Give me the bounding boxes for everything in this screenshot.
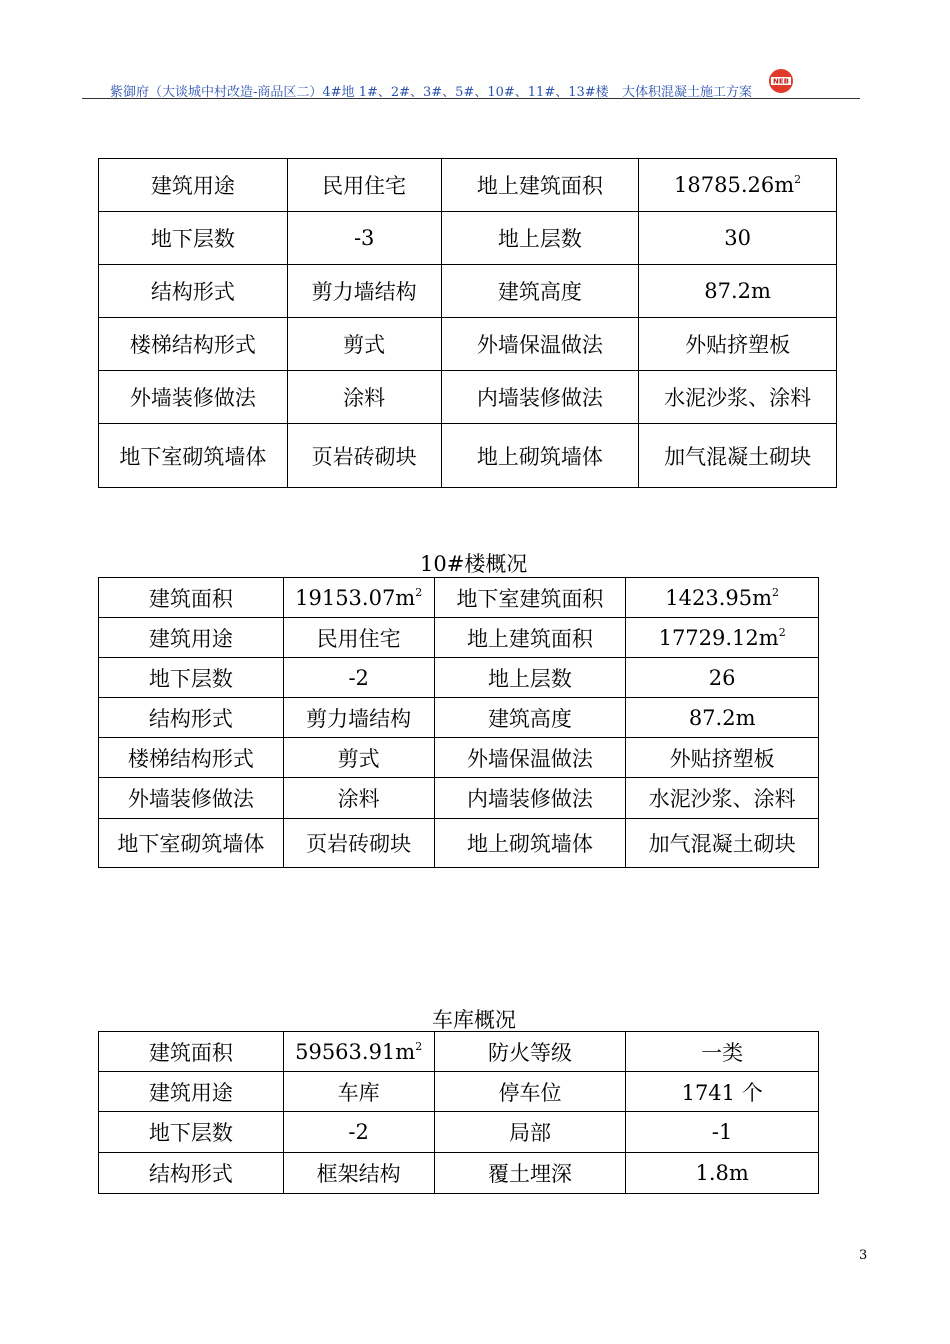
- label-cell-value: 地上砌筑墙体: [466, 832, 593, 856]
- value-cell-value: -2: [348, 665, 369, 690]
- label-cell-value: 外墙装修做法: [129, 386, 256, 410]
- label-cell-value: 地上建筑面积: [476, 174, 603, 198]
- value-cell-value: 87.2m: [688, 705, 756, 730]
- label-cell-value: 地下室砌筑墙体: [119, 444, 267, 469]
- label-cell-value: 停车位: [498, 1080, 562, 1105]
- table-row: [99, 819, 819, 868]
- header-project-title: 紫御府（大谈城中村改造-商品区二）4#地 1#、2#、3#、5#、10#、11#、13#楼: [110, 85, 609, 100]
- company-logo-icon: [768, 68, 794, 94]
- value-cell-value: 剪力墙结构: [306, 706, 412, 731]
- value-cell-value: 框架结构: [316, 1162, 401, 1186]
- label-cell-value: 建筑面积: [148, 586, 233, 611]
- value-cell-value: 1.8m: [695, 1161, 749, 1185]
- unit-exponent: 2: [772, 585, 780, 599]
- label-cell-value: 防火等级: [487, 1040, 572, 1065]
- value-cell-value: 30: [724, 226, 751, 250]
- value-cell-value: 17729.12m: [658, 625, 779, 650]
- value-cell-value: 涂料: [337, 787, 380, 811]
- table-row: [99, 578, 819, 618]
- label-cell-value: 建筑高度: [487, 706, 572, 731]
- unit-exponent: 2: [778, 625, 786, 639]
- garage-overview-table: [98, 1031, 819, 1194]
- value-cell-value: 民用住宅: [316, 626, 401, 651]
- value-cell-value: 26: [708, 665, 736, 690]
- value-cell-value: 外贴挤塑板: [669, 746, 775, 771]
- label-cell-value: 结构形式: [148, 1162, 233, 1186]
- table-row: [99, 738, 819, 778]
- label-cell-value: 地下室建筑面积: [456, 586, 604, 611]
- table-row: [99, 1032, 819, 1072]
- page-header: [0, 60, 950, 100]
- label-cell-value: 建筑用途: [148, 1080, 233, 1105]
- value-cell-value: 页岩砖砌块: [311, 444, 417, 469]
- value-cell-value: 剪力墙结构: [311, 280, 417, 304]
- value-cell-value: 车库: [337, 1080, 380, 1105]
- header-rule: [82, 98, 860, 99]
- value-cell-value: 水泥沙浆、涂料: [648, 787, 796, 811]
- label-cell-value: 地上砌筑墙体: [476, 444, 603, 469]
- value-cell-value: 1741 个: [681, 1080, 763, 1105]
- table-row: [99, 424, 837, 488]
- label-cell-value: 楼梯结构形式: [127, 746, 254, 771]
- label-cell-value: 内墙装修做法: [466, 787, 593, 811]
- label-cell-value: 地上层数: [487, 666, 572, 691]
- table-row: [99, 1072, 819, 1112]
- value-cell-value: -1: [711, 1120, 733, 1144]
- value-cell-value: 水泥沙浆、涂料: [664, 386, 812, 410]
- label-cell-value: 结构形式: [148, 706, 233, 731]
- table-row: [99, 159, 837, 212]
- value-cell-value: -3: [353, 226, 375, 250]
- value-cell-value: 剪式: [343, 333, 386, 357]
- value-cell-value: 一类: [701, 1040, 744, 1065]
- value-cell-value: 18785.26m: [674, 173, 795, 197]
- table-row: [99, 618, 819, 658]
- table-row: [99, 1153, 819, 1194]
- label-cell-value: 建筑面积: [148, 1040, 233, 1065]
- label-cell-value: 结构形式: [150, 280, 235, 304]
- label-cell-value: 覆土埋深: [487, 1162, 572, 1186]
- label-cell-value: 外墙保温做法: [466, 746, 593, 771]
- label-cell-value: 楼梯结构形式: [129, 333, 256, 357]
- table-row: [99, 1112, 819, 1153]
- header-document-title: 大体积混凝土施工方案: [622, 85, 753, 100]
- table-row: [99, 318, 837, 371]
- value-cell-value: -2: [348, 1120, 369, 1144]
- label-cell-value: 局部: [508, 1121, 551, 1145]
- label-cell-value: 外墙保温做法: [476, 333, 603, 357]
- value-cell-value: 19153.07m: [295, 585, 416, 610]
- label-cell-value: 内墙装修做法: [476, 386, 603, 410]
- table-row: [99, 698, 819, 738]
- label-cell-value: 地下层数: [148, 1121, 233, 1145]
- unit-exponent: 2: [794, 173, 802, 186]
- unit-exponent: 2: [415, 585, 423, 599]
- value-cell-value: 加气混凝土砌块: [664, 444, 812, 469]
- value-cell-value: 页岩砖砌块: [306, 832, 412, 856]
- table-row: [99, 658, 819, 698]
- label-cell-value: 建筑用途: [148, 626, 233, 651]
- garage-caption: 车库概况: [432, 1008, 516, 1032]
- table-row: [99, 778, 819, 819]
- label-cell-value: 建筑高度: [497, 280, 582, 304]
- unit-exponent: 2: [415, 1039, 423, 1053]
- value-cell-value: 涂料: [343, 386, 386, 410]
- building-10-overview-table: [98, 577, 819, 868]
- table-row: [99, 212, 837, 265]
- value-cell-value: 加气混凝土砌块: [648, 832, 796, 856]
- label-cell-value: 地上层数: [497, 227, 582, 251]
- page-number: 3: [859, 1248, 868, 1263]
- value-cell-value: 剪式: [337, 746, 380, 771]
- table-row: [99, 265, 837, 318]
- value-cell-value: 59563.91m: [295, 1039, 416, 1064]
- svg-text:NEB: NEB: [773, 77, 789, 86]
- label-cell-value: 外墙装修做法: [127, 787, 254, 811]
- label-cell-value: 建筑用途: [150, 174, 235, 198]
- label-cell-value: 地下层数: [150, 227, 235, 251]
- table-row: [99, 371, 837, 424]
- label-cell-value: 地上建筑面积: [466, 626, 593, 651]
- value-cell-value: 外贴挤塑板: [685, 333, 791, 357]
- building-10-caption: 10#楼概况: [420, 552, 528, 576]
- label-cell-value: 地下室砌筑墙体: [117, 832, 265, 856]
- value-cell-value: 1423.95m: [665, 585, 773, 610]
- building-overview-table: [98, 158, 837, 488]
- value-cell-value: 民用住宅: [322, 174, 407, 198]
- label-cell-value: 地下层数: [148, 666, 233, 691]
- value-cell-value: 87.2m: [704, 279, 771, 303]
